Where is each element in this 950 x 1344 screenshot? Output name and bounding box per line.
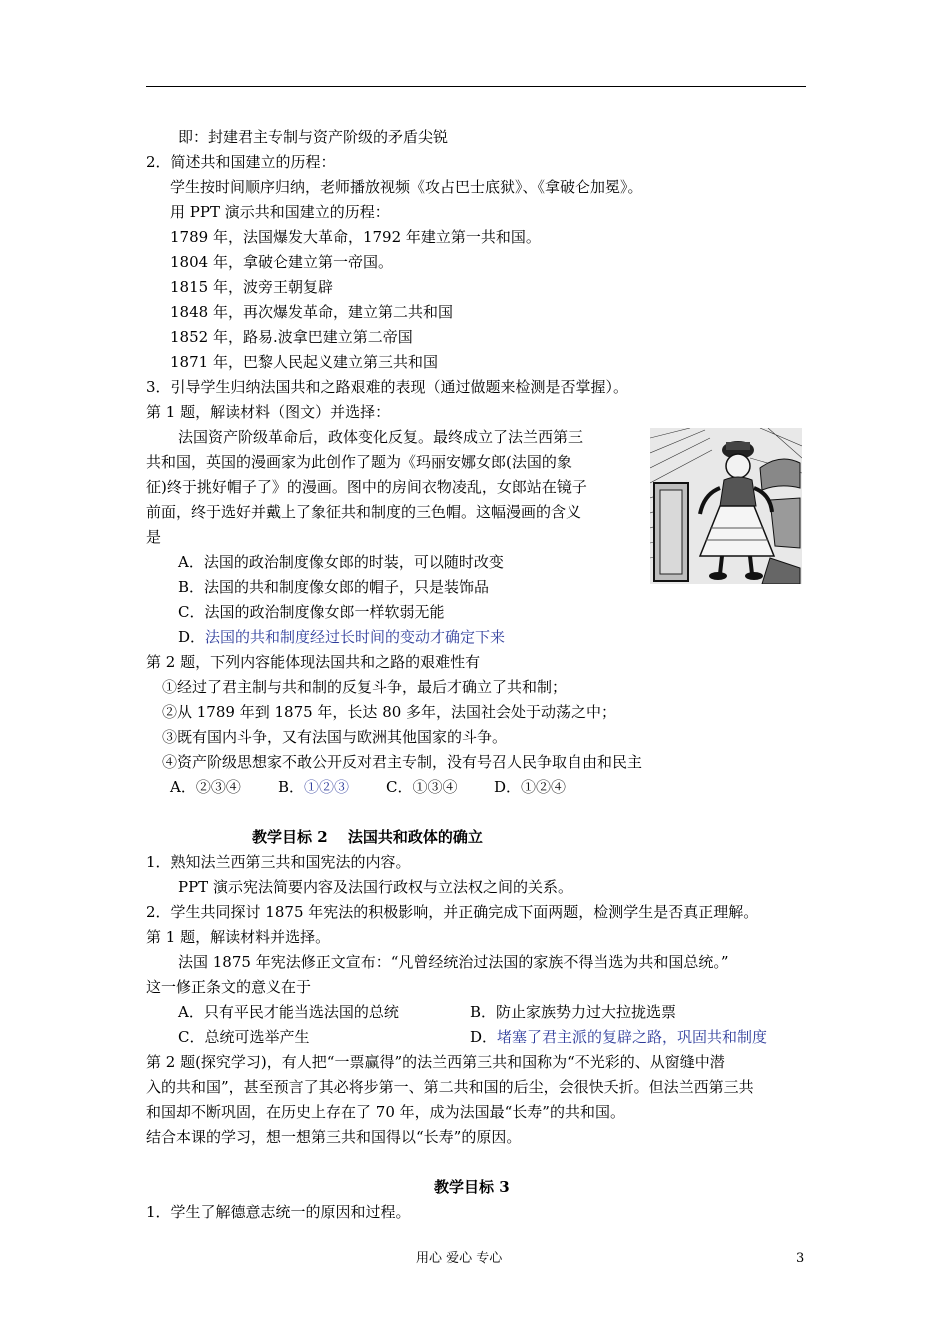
text-line: 这一修正条文的意义在于 xyxy=(146,978,312,996)
question-option-c: C．总统可选举产生 xyxy=(178,1028,310,1046)
section-heading: 教学目标 2 法国共和政体的确立 xyxy=(252,828,483,846)
text-line: 第 2 题(探究学习)，有人把“一票赢得”的法兰西第三共和国称为“不光彩的、从窗缝中潜 xyxy=(146,1053,725,1071)
text-line: 征)终于挑好帽子了》的漫画。图中的房间衣物凌乱，女郎站在镜子 xyxy=(146,478,587,496)
text-line: 用 PPT 演示共和国建立的历程： xyxy=(170,203,390,221)
option-label: D． xyxy=(178,628,206,646)
section-heading: 教学目标 3 xyxy=(434,1178,510,1196)
answer-text: 堵塞了君主派的复辟之路，巩固共和制度 xyxy=(497,1028,768,1046)
answer-text: 法国的共和制度经过长时间的变动才确定下来 xyxy=(205,628,506,646)
text-line: 第 1 题，解读材料并选择。 xyxy=(146,928,331,946)
text-line: 1871 年，巴黎人民起义建立第三共和国 xyxy=(170,353,438,371)
text-line: 即：封建君主专制与资产阶级的矛盾尖锐 xyxy=(178,128,449,146)
text-line: 第 1 题，解读材料（图文）并选择： xyxy=(146,403,391,421)
text-line: 法国资产阶级革命后，政体变化反复。最终成立了法兰西第三 xyxy=(178,428,584,446)
text-line: 共和国，英国的漫画家为此创作了题为《玛丽安娜女郎(法国的象 xyxy=(146,453,572,471)
text-line: ④资产阶级思想家不敢公开反对君主专制，没有号召人民争取自由和民主 xyxy=(162,753,643,771)
text-line: 法国 1875 年宪法修正文宣布：“凡曾经统治过法国的家族不得当选为共和国总统。” xyxy=(178,953,729,971)
option-a: A．法国的政治制度像女郎的时装，可以随时改变 xyxy=(178,553,504,571)
text-line: ③既有国内斗争，又有法国与欧洲其他国家的斗争。 xyxy=(162,728,508,746)
text-line: 1804 年，拿破仑建立第一帝国。 xyxy=(170,253,393,271)
page-number: 3 xyxy=(796,1251,805,1266)
answer-text: ①②③ xyxy=(304,778,350,796)
choice-d: D．①②④ xyxy=(494,778,567,796)
text-line: 第 2 题，下列内容能体现法国共和之路的艰难性有 xyxy=(146,653,481,671)
text-line: 1848 年，再次爆发革命，建立第二共和国 xyxy=(170,303,453,321)
option-b: B．法国的共和制度像女郎的帽子，只是装饰品 xyxy=(178,578,490,596)
text-line: ①经过了君主制与共和制的反复斗争，最后才确立了共和制； xyxy=(162,678,568,696)
option-label: D． xyxy=(470,1028,498,1046)
text-line: 学生按时间顺序归纳，老师播放视频《攻占巴士底狱》、《拿破仑加冕》。 xyxy=(170,178,643,196)
choice-c: C．①③④ xyxy=(386,778,458,796)
text-line: 1815 年，波旁王朝复辟 xyxy=(170,278,333,296)
text-line: 3．引导学生归纳法国共和之路艰难的表现（通过做题来检测是否掌握）。 xyxy=(146,378,629,396)
footer-text: 用心 爱心 专心 xyxy=(416,1251,503,1266)
text-line: 前面，终于选好并戴上了象征共和制度的三色帽。这幅漫画的含义 xyxy=(146,503,582,521)
option-c: C．法国的政治制度像女郎一样软弱无能 xyxy=(178,603,445,621)
choice-a: A．②③④ xyxy=(170,778,241,796)
text-line: 和国却不断巩固，在历史上存在了 70 年，成为法国最“长寿”的共和国。 xyxy=(146,1103,625,1121)
text-line: 1．熟知法兰西第三共和国宪法的内容。 xyxy=(146,853,411,871)
question-option-b: B．防止家族势力过大拉拢选票 xyxy=(470,1003,677,1021)
text-line: ②从 1789 年到 1875 年，长达 80 多年，法国社会处于动荡之中； xyxy=(162,703,617,721)
text-line: 结合本课的学习，想一想第三共和国得以“长寿”的原因。 xyxy=(146,1128,522,1146)
option-d xyxy=(178,627,505,647)
text-line: 入的共和国”，甚至预言了其必将步第一、第二共和国的后尘，会很快夭折。但法兰西第三共 xyxy=(146,1078,754,1096)
text-line: 1．学生了解德意志统一的原因和过程。 xyxy=(146,1203,411,1221)
header-rule xyxy=(146,86,806,87)
text-line: 2．简述共和国建立的历程： xyxy=(146,153,336,171)
choice-b xyxy=(278,777,349,797)
question-option-a: A．只有平民才能当选法国的总统 xyxy=(178,1003,399,1021)
choice-label: B． xyxy=(278,778,305,796)
text-line: 1789 年，法国爆发大革命，1792 年建立第一共和国。 xyxy=(170,228,541,246)
question-option-d xyxy=(470,1027,767,1047)
text-line: 1852 年，路易.波拿巴建立第二帝国 xyxy=(170,328,413,346)
text-line: 是 xyxy=(146,528,162,546)
text-line: 2．学生共同探讨 1875 年宪法的积极影响，并正确完成下面两题，检测学生是否真正理解。 xyxy=(146,903,759,921)
marianne-cartoon-image xyxy=(650,428,802,584)
text-line: PPT 演示宪法简要内容及法国行政权与立法权之间的关系。 xyxy=(178,878,573,896)
